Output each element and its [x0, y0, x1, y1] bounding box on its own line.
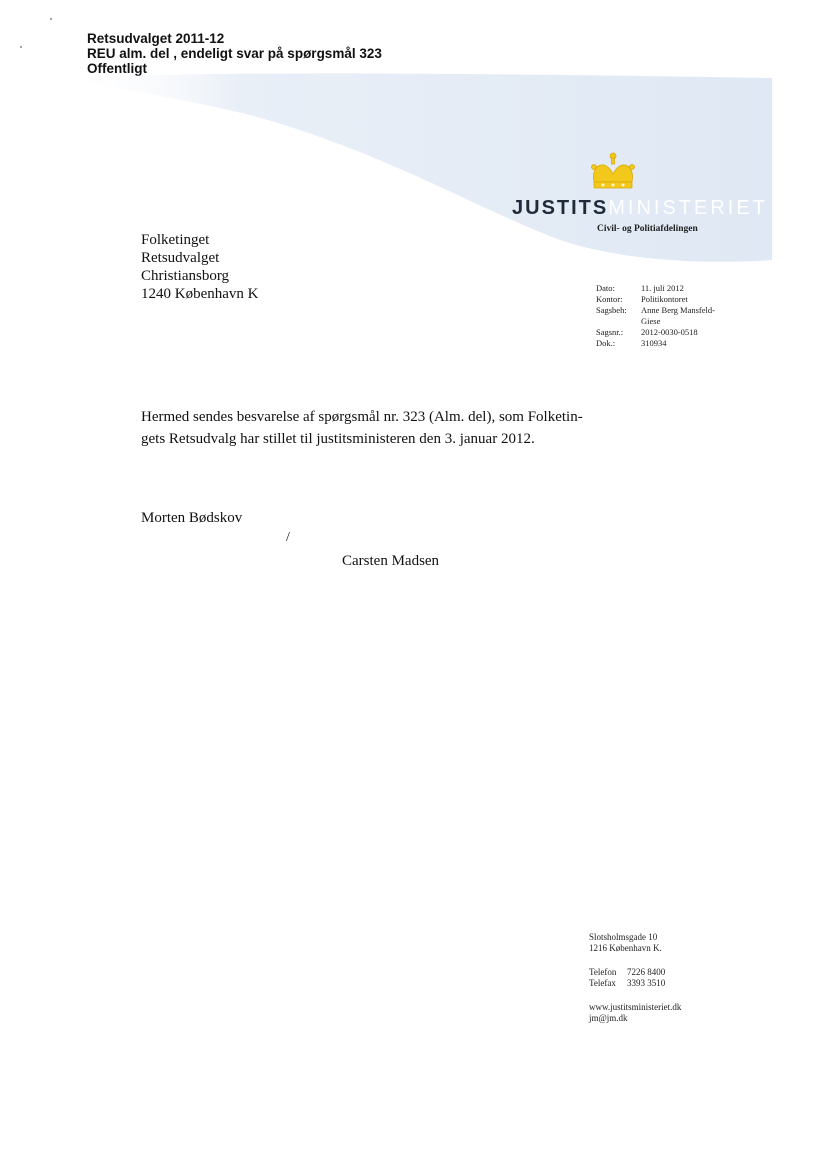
meta-label: Kontor: — [596, 294, 623, 304]
meta-value: 11. juli 2012 — [641, 283, 684, 293]
phone-label: Telefon — [589, 967, 617, 977]
footer-address-street: Slotsholmsgade 10 — [589, 932, 658, 942]
letterhead-banner — [0, 70, 828, 270]
meta-value: 310934 — [641, 338, 667, 348]
recipient-line: Folketinget — [141, 232, 210, 248]
recipient-line: Christiansborg — [141, 268, 230, 284]
meta-value: 2012-0030-0518 — [641, 327, 698, 337]
ministry-logo-text — [512, 197, 768, 220]
meta-row — [596, 294, 715, 305]
footer-phone-table — [589, 967, 665, 989]
fax-number: 3393 3510 — [627, 978, 666, 988]
meta-label: Sagsbeh: — [596, 305, 627, 315]
scan-speck — [50, 18, 52, 20]
stamp-line-committee: Retsudvalget 2011-12 — [87, 31, 225, 46]
logo-text-light: MINISTERIET — [608, 197, 768, 219]
signatory-minister: Morten Bødskov — [141, 510, 243, 526]
recipient-line: 1240 København K — [141, 286, 259, 302]
stamp-line-status: Offentligt — [87, 61, 147, 76]
body-line: gets Retsudvalg har stillet til justitsministeren den 3. januar 2012. — [141, 431, 535, 447]
department-name: Civil- og Politiafdelingen — [597, 224, 698, 234]
logo-text-bold: JUSTITS — [512, 197, 609, 219]
meta-value: Politikontoret — [641, 294, 688, 304]
meta-label: Dok.: — [596, 338, 616, 348]
recipient-line: Retsudvalget — [141, 250, 220, 266]
meta-row — [596, 283, 715, 294]
signatory-official: Carsten Madsen — [342, 553, 440, 569]
recipient-address — [141, 231, 258, 303]
case-metadata — [596, 283, 715, 349]
phone-number: 7226 8400 — [627, 967, 666, 977]
body-line: Hermed sendes besvarelse af spørgsmål nr. 323 (Alm. del), som Folketin- — [141, 409, 583, 425]
meta-value: Anne Berg Mansfeld- — [641, 305, 715, 315]
meta-value: Giese — [641, 316, 661, 326]
meta-row — [596, 327, 715, 338]
meta-row — [596, 305, 715, 316]
meta-row — [596, 316, 715, 327]
meta-row — [596, 338, 715, 349]
footer-email: jm@jm.dk — [589, 1013, 628, 1023]
meta-label: Dato: — [596, 283, 615, 293]
crown-icon — [588, 152, 638, 192]
ministry-contact-footer — [589, 932, 681, 1024]
footer-website: www.justitsministeriet.dk — [589, 1002, 682, 1012]
footer-address-city: 1216 København K. — [589, 943, 662, 953]
letter-body — [141, 406, 581, 450]
stamp-line-reference: REU alm. del , endeligt svar på spørgsmål 323 — [87, 46, 382, 61]
fax-label: Telefax — [589, 978, 616, 988]
scan-speck — [20, 46, 22, 48]
meta-label: Sagsnr.: — [596, 327, 624, 337]
signature-separator: / — [286, 530, 290, 545]
meta-label — [596, 316, 641, 327]
